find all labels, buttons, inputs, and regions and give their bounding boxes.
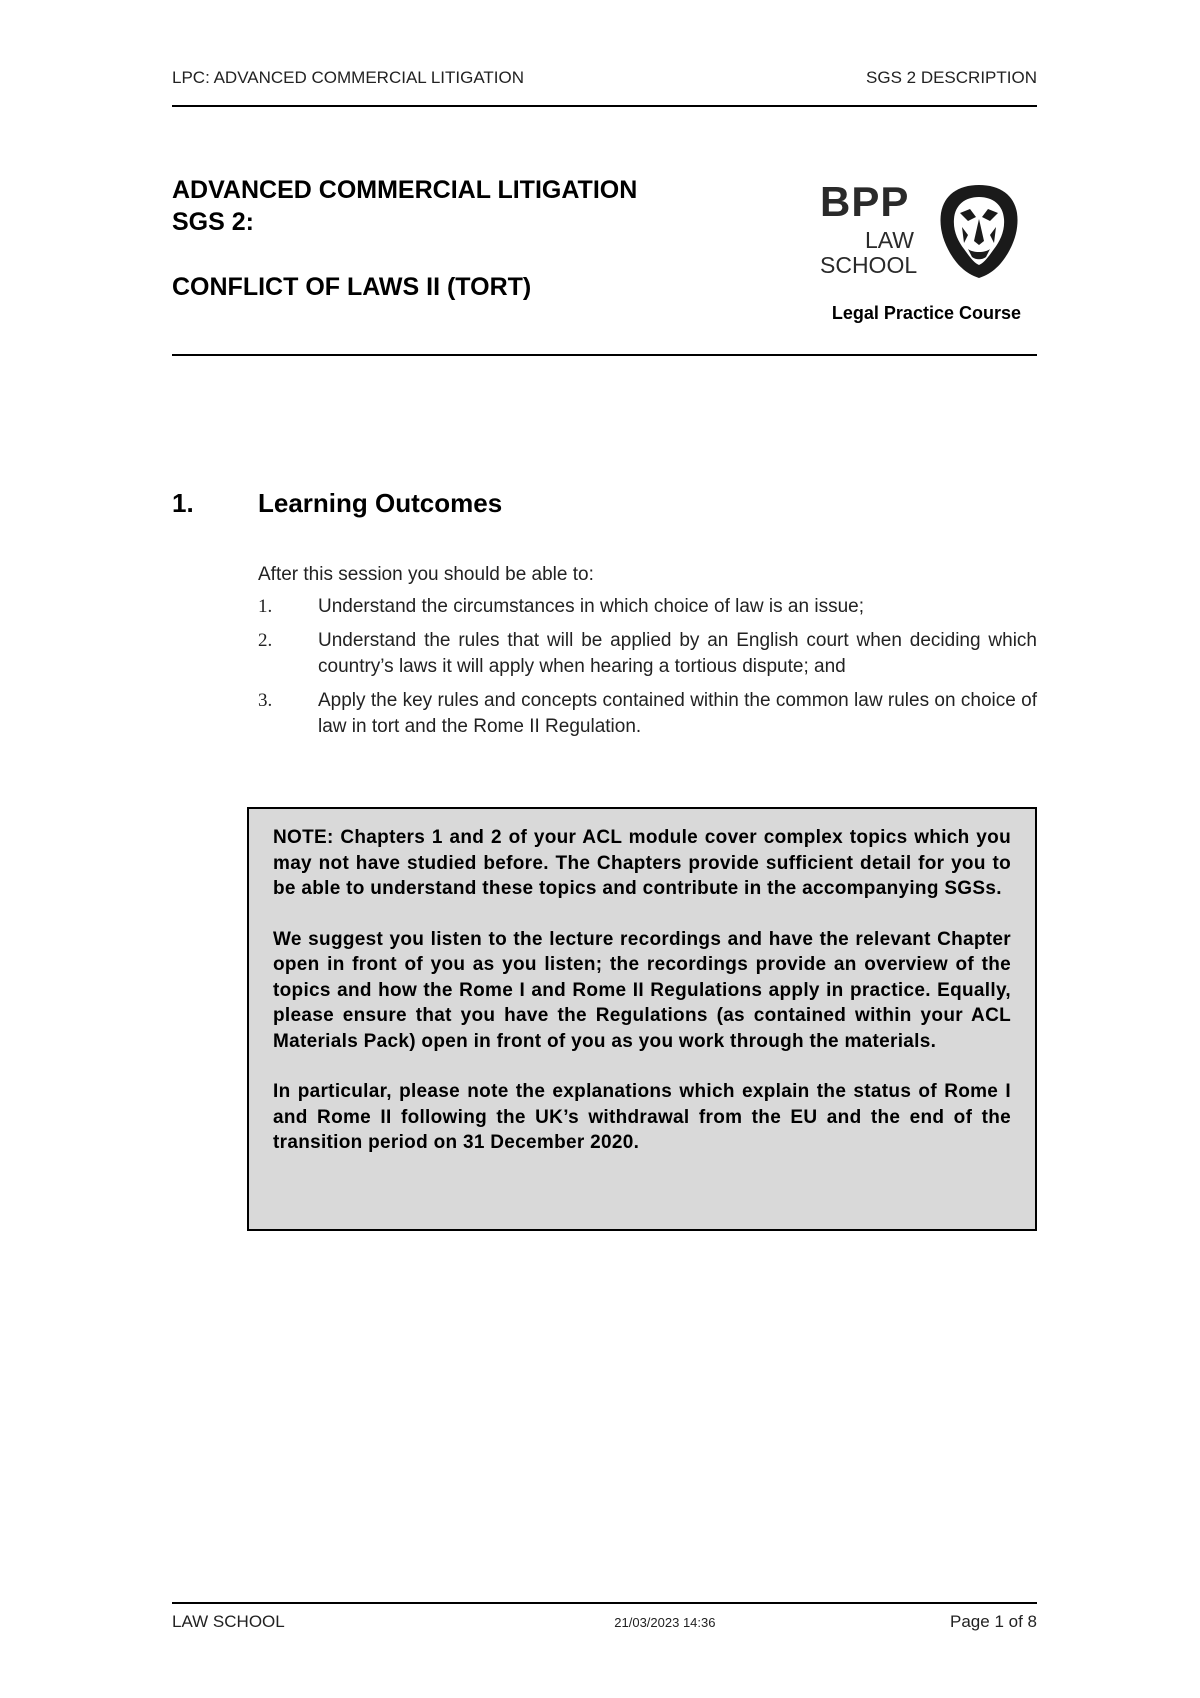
bpp-law-school-logo bbox=[820, 180, 1020, 280]
footer-rule bbox=[172, 1602, 1037, 1604]
header-course-title: LPC: ADVANCED COMMERCIAL LITIGATION bbox=[172, 68, 525, 87]
header-rule bbox=[172, 105, 1037, 107]
list-item-number: 2. bbox=[258, 630, 273, 651]
note-box bbox=[247, 807, 1037, 1231]
title-line-3: CONFLICT OF LAWS II (TORT) bbox=[172, 273, 532, 301]
section-title: Learning Outcomes bbox=[258, 488, 503, 518]
page-header bbox=[172, 68, 1037, 88]
outcomes-intro: After this session you should be able to: bbox=[258, 564, 594, 585]
outcomes-list bbox=[258, 594, 1037, 740]
document-title bbox=[172, 174, 772, 303]
list-item-number: 1. bbox=[258, 596, 273, 617]
learning-outcomes bbox=[258, 562, 1037, 748]
header-document-type: SGS 2 DESCRIPTION bbox=[866, 68, 1037, 87]
title-rule bbox=[172, 354, 1037, 356]
list-item bbox=[258, 594, 1037, 620]
list-item bbox=[258, 688, 1037, 740]
page-footer bbox=[172, 1612, 1037, 1632]
course-label: Legal Practice Course bbox=[831, 303, 1021, 323]
logo-bpp-text: BPP bbox=[820, 178, 910, 225]
list-item bbox=[258, 628, 1037, 680]
footer-timestamp: 21/03/2023 14:36 bbox=[614, 1615, 716, 1630]
title-line-2: SGS 2: bbox=[172, 208, 254, 236]
note-paragraph-2: We suggest you listen to the lecture recordings and have the relevant Chapter open in front of you as you listen; the recordings provide an overview of the topics and how the Rome I and Rome II Regulations apply in practice. Equally, please ensure that you have the Regulations (as contained within your ACL Materials Pack) open in front of you as you work through the materials. bbox=[273, 928, 1011, 1052]
logo-law-text: LAW bbox=[865, 227, 914, 253]
note-paragraph-1: NOTE: Chapters 1 and 2 of your ACL module cover complex topics which you may not have studied before. The Chapters provide sufficient detail for you to be able to understand these topics and contribute in the accompanying SGSs. bbox=[273, 827, 1011, 899]
note-paragraph-3: In particular, please note the explanations which explain the status of Rome I and Rome II following the UK’s withdrawal from the EU and the end of the transition period on 31 December 2020. bbox=[273, 1081, 1011, 1153]
section-heading bbox=[172, 488, 502, 519]
list-item-text: Understand the rules that will be applied by an English court when deciding which country’s laws it will apply when hearing a tortious dispute; and bbox=[318, 630, 1037, 677]
logo-school-text: SCHOOL bbox=[820, 252, 918, 278]
title-line-1: ADVANCED COMMERCIAL LITIGATION bbox=[172, 176, 638, 204]
footer-school: LAW SCHOOL bbox=[172, 1612, 285, 1631]
footer-page-number: Page 1 of 8 bbox=[950, 1612, 1037, 1631]
list-item-text: Understand the circumstances in which choice of law is an issue; bbox=[318, 596, 864, 617]
section-number: 1. bbox=[172, 488, 194, 518]
list-item-text: Apply the key rules and concepts contained within the common law rules on choice of law in tort and the Rome II Regulation. bbox=[318, 690, 1037, 737]
list-item-number: 3. bbox=[258, 690, 273, 711]
lion-head-icon bbox=[938, 183, 1020, 279]
